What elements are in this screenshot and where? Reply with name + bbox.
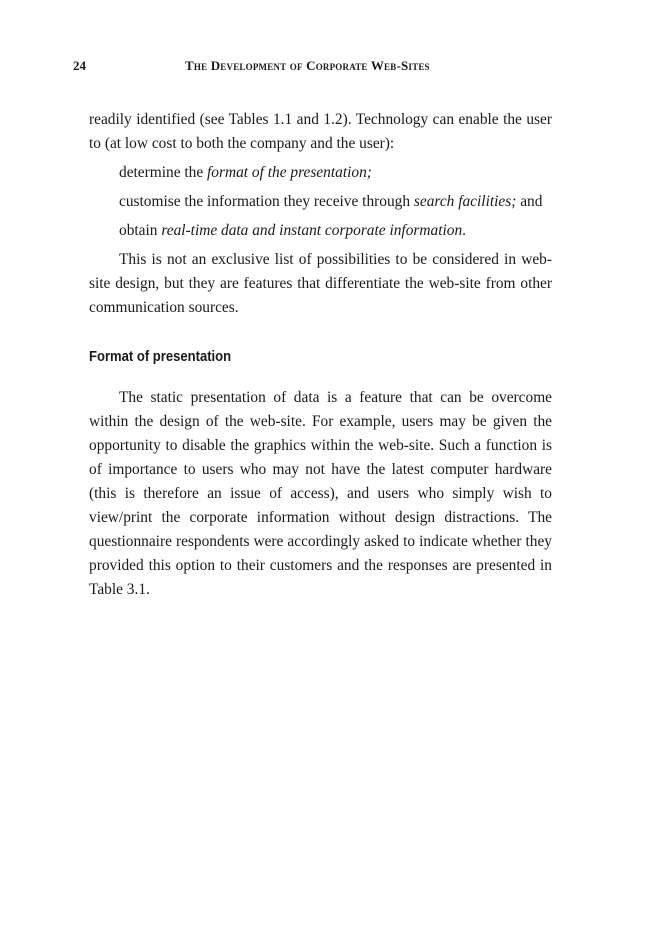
running-head bbox=[73, 58, 493, 76]
list-item-text: determine the bbox=[119, 164, 208, 181]
page-number: 24 bbox=[73, 58, 86, 73]
list-item-emphasis: search facilities; bbox=[413, 193, 517, 210]
list-item-text: customise the information they receive through bbox=[119, 193, 414, 210]
body-text bbox=[89, 108, 552, 602]
list-item bbox=[119, 190, 552, 214]
section-paragraph: The static presentation of data is a feature that can be overcome within the design of the web-site. For example, users may be given the opportunity to disable the graphics within the web-site. Such a function is of importance to users who may not have the latest computer hardware (this is therefore an issue of access), and users who simply wish to view/print the corporate information without design distractions. The questionnaire respondents were accordingly asked to indicate whether they provided this option to their customers and the responses are presented in Table 3.1. bbox=[89, 389, 552, 598]
section-heading: Format of presentation bbox=[89, 349, 232, 365]
list-item-emphasis: format of the presentation; bbox=[207, 164, 372, 181]
list-item-emphasis: real-time data and instant corporate information bbox=[161, 222, 463, 239]
intro-paragraph: readily identified (see Tables 1.1 and 1.2). Technology can enable the user to (at low cost to both the company and the user): bbox=[89, 111, 552, 152]
running-title: The Development of Corporate Web-Sites bbox=[185, 58, 430, 73]
list-item bbox=[119, 161, 552, 185]
list-item-suffix: . bbox=[462, 222, 467, 239]
closing-paragraph: This is not an exclusive list of possibilities to be considered in web-site design, but they are features that differentiate the web-site from other communication sources. bbox=[89, 251, 552, 316]
list-item-text: obtain bbox=[119, 222, 162, 239]
list-item-suffix: and bbox=[516, 193, 543, 210]
list-item bbox=[119, 219, 552, 243]
